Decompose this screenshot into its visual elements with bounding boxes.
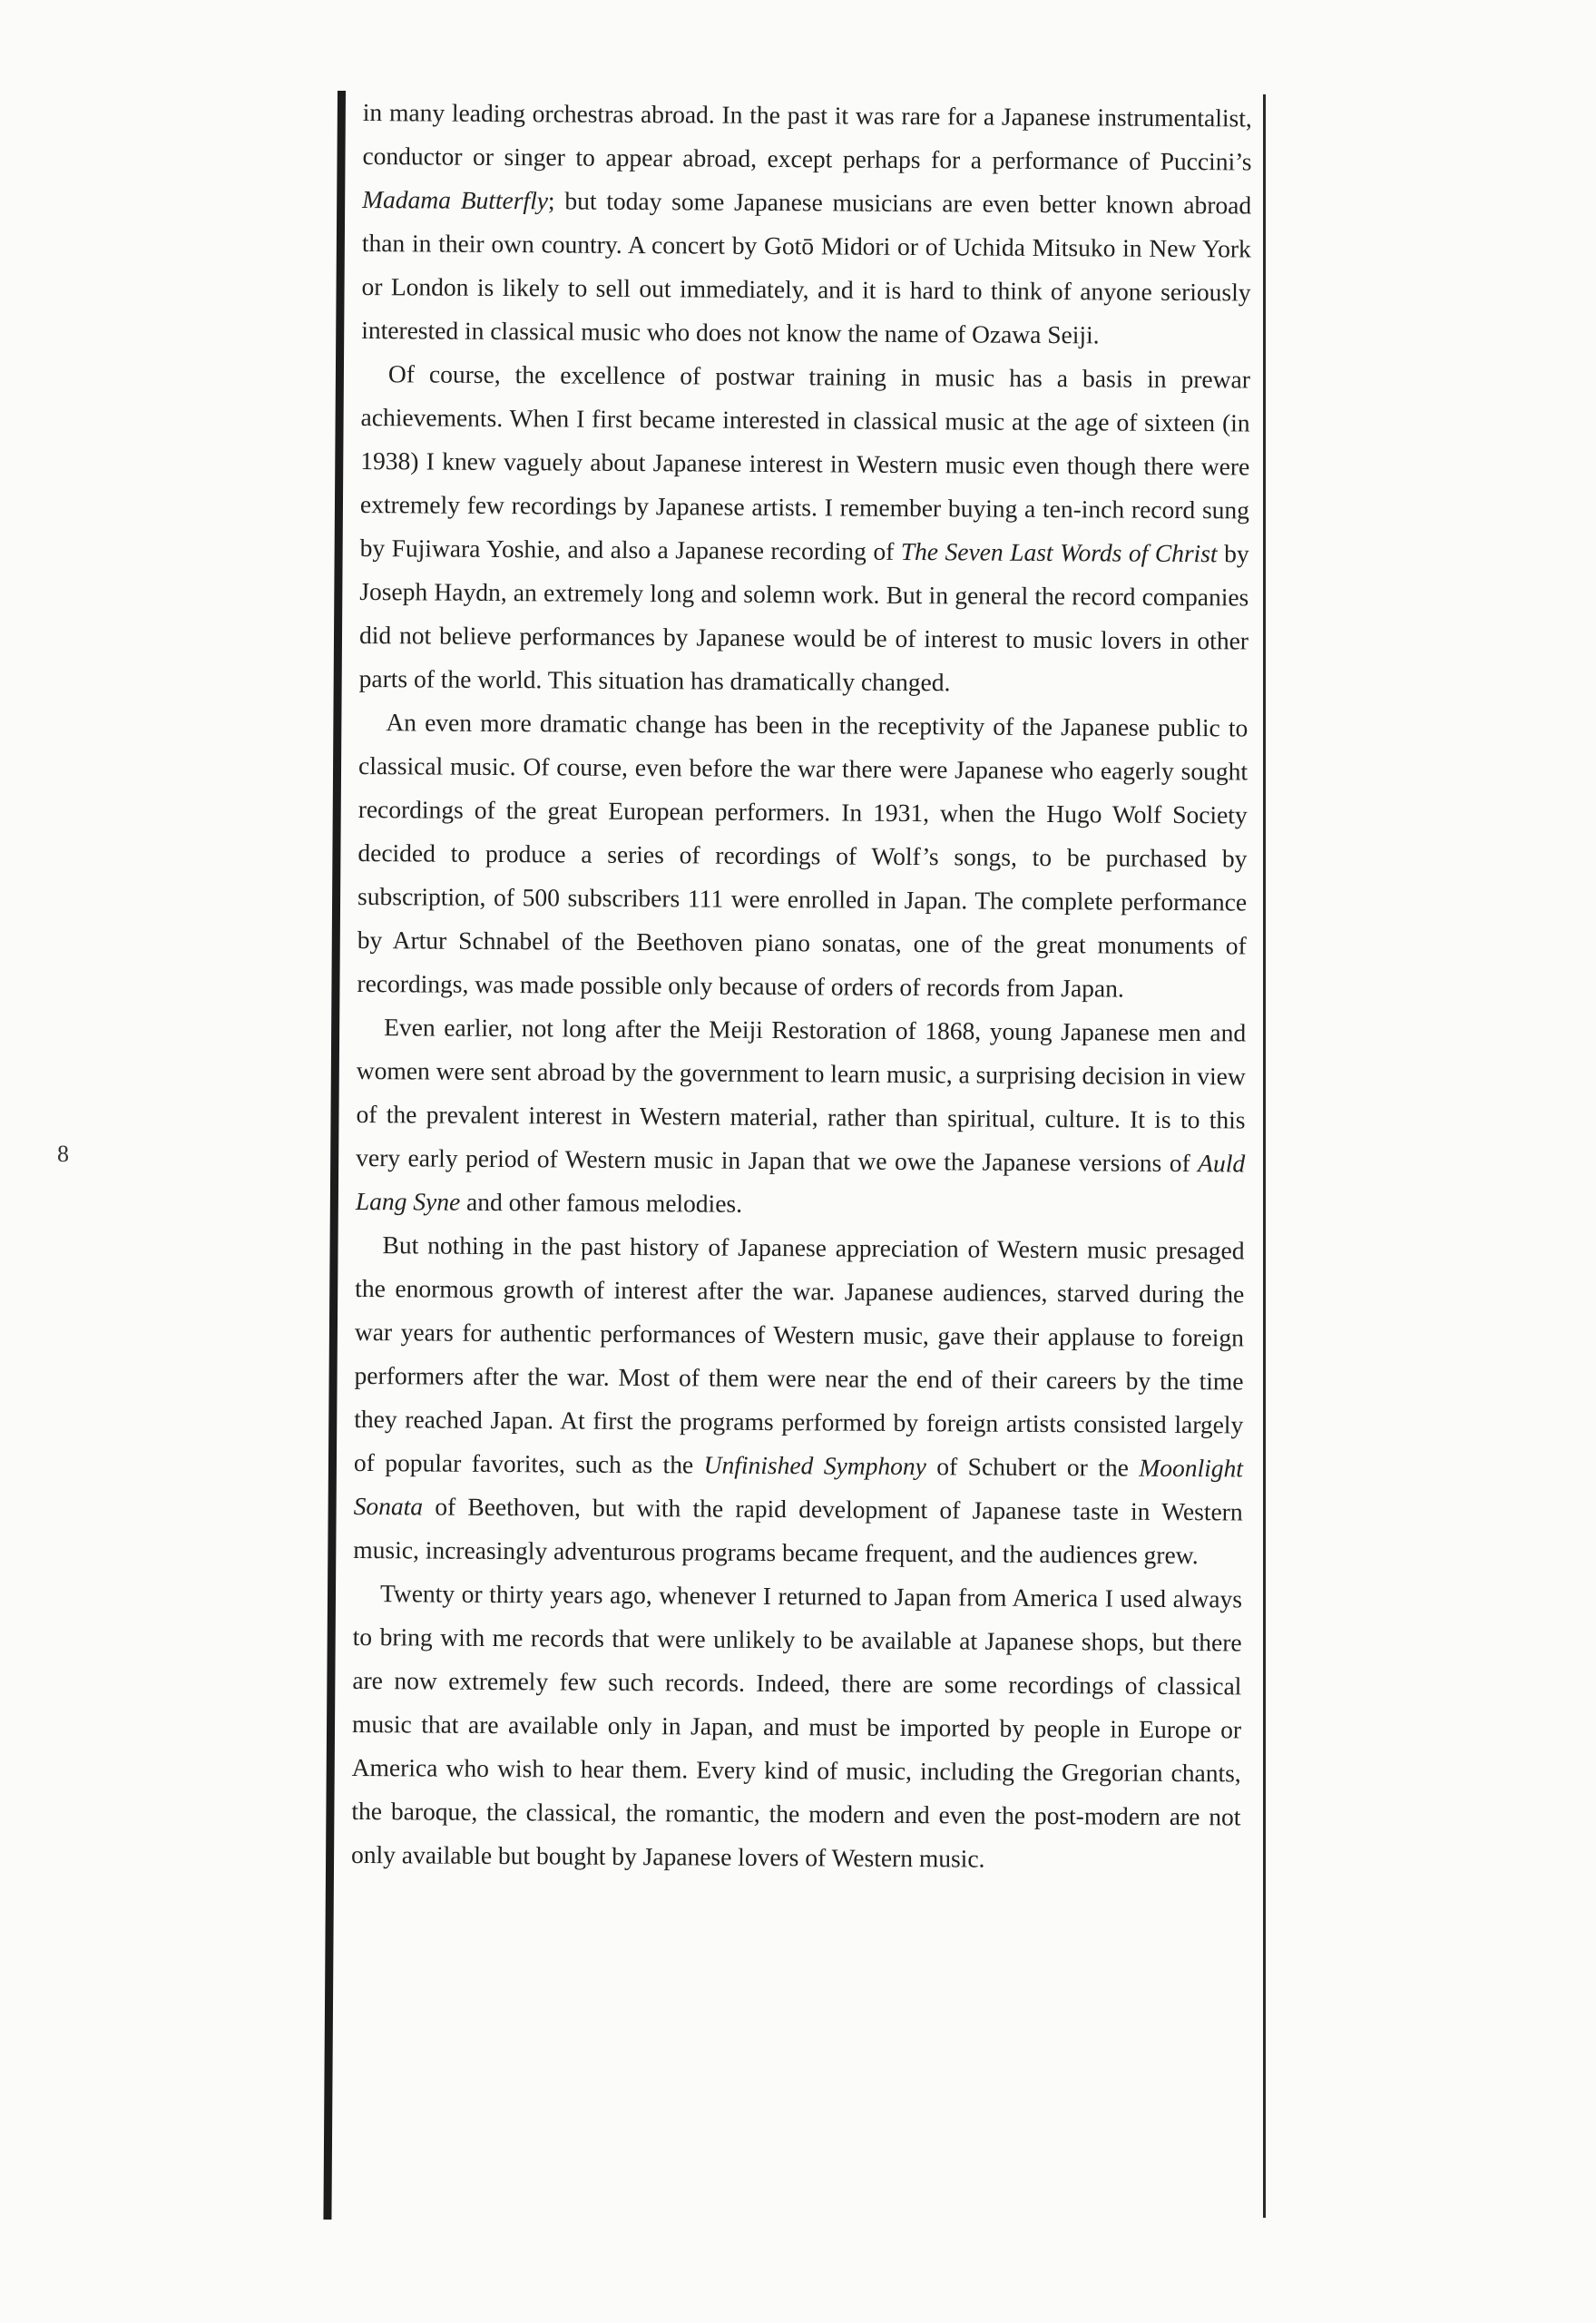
text-run: by Joseph Haydn, an extremely long and solemn work. But in general the record companies did not believe performances by Japanese would be of interest to music lovers in other parts of the world. This situation has dramatically changed. — [358, 539, 1249, 697]
paragraph — [351, 1572, 1242, 1882]
text-run: ; but today some Japanese musicians are even better known abroad than in their own country. A concert by Gotō Midori or of Uchida Mitsuko in New York or London is likely to sell out immediately, and it is hard to think of anyone seriously interested in classical music who does not know the name of Ozawa Seiji. — [361, 186, 1252, 349]
text-run: Twenty or thirty years ago, whenever I returned to Japan from America I used always to bring with me records that were unlikely to be available at Japanese shops, but there are now extremely few such records. Indeed, there are some recordings of classical music that are available only in Japan, and must be imported by people in Europe or America who wish to hear them. Every kind of music, including the Gregorian chants, the baroque, the classical, the romantic, the modern and even the post-modern are not only available but bought by Japanese lovers of Western music. — [351, 1579, 1243, 1873]
body-text — [351, 91, 1252, 1882]
paragraph — [353, 1223, 1245, 1577]
italic-title: Madama Butterfly — [362, 184, 549, 215]
text-run: of Beethoven, but with the rapid development of Japanese taste in Western music, increasingly adventurous programs became frequent, and the audiences grew. — [353, 1492, 1243, 1570]
text-run: of Schubert or the — [925, 1452, 1140, 1482]
text-run: But nothing in the past history of Japanese appreciation of Western music presaged the enormous growth of interest after the war. Japanese audiences, starved during the war years for authentic performances of Western music, gave their applause to foreign performers after the war. Most of them were near the end of their careers by the time they reached Japan. At first the programs performed by foreign artists consisted largely of popular favorites, such as the — [353, 1230, 1245, 1479]
italic-title: Auld Lang Syne — [355, 1149, 1246, 1216]
paragraph — [361, 91, 1252, 358]
right-margin-rule — [1263, 94, 1266, 2218]
text-run: in many leading orchestras abroad. In the past it was rare for a Japanese instrumentalist, conductor or singer to appear abroad, except perhaps for a performance of Puccini’s — [362, 97, 1252, 176]
italic-title: Unfinished Symphony — [703, 1450, 926, 1481]
paragraph — [359, 352, 1251, 706]
left-margin-rule — [323, 91, 346, 2220]
paragraph — [356, 1005, 1247, 1229]
italic-title: Moonlight Sonata — [353, 1453, 1244, 1521]
text-run: and other famous melodies. — [460, 1187, 743, 1218]
text-run: Even earlier, not long after the Meiji Restoration of 1868, young Japanese men and women were sent abroad by the government to learn music, a surprising decision in view of the prevalent interest in Western material, rather than spiritual, culture. It is to this very early period of Western music in Japan that we owe the Japanese versions of — [356, 1013, 1247, 1178]
text-run: An even more dramatic change has been in the receptivity of the Japanese public to classical music. Of course, even before the war there were Japanese who eagerly sought recordings of the great European performers. In 1931, when the Hugo Wolf Society decided to produce a series of recordings of Wolf’s songs, to be purchased by subscription, of 500 subscribers 111 were enrolled in Japan. The complete performance by Artur Schnabel of the Beethoven piano sonatas, one of the great monuments of recordings, was made possible only because of orders of records from Japan. — [357, 708, 1248, 1003]
page-number: 8 — [57, 1141, 69, 1167]
italic-title: The Seven Last Words of Christ — [900, 536, 1218, 568]
paragraph — [357, 701, 1248, 1011]
text-run: Of course, the excellence of postwar training in music has a basis in prewar achievements. When I first became interested in classical music at the age of sixteen (in 1938) I knew vaguely about Japanese interest in Western music even though there were extremely few recordings by Japanese artists. I remember buying a ten-inch record sung by Fujiwara Yoshie, and also a Japanese recording of — [359, 359, 1251, 565]
